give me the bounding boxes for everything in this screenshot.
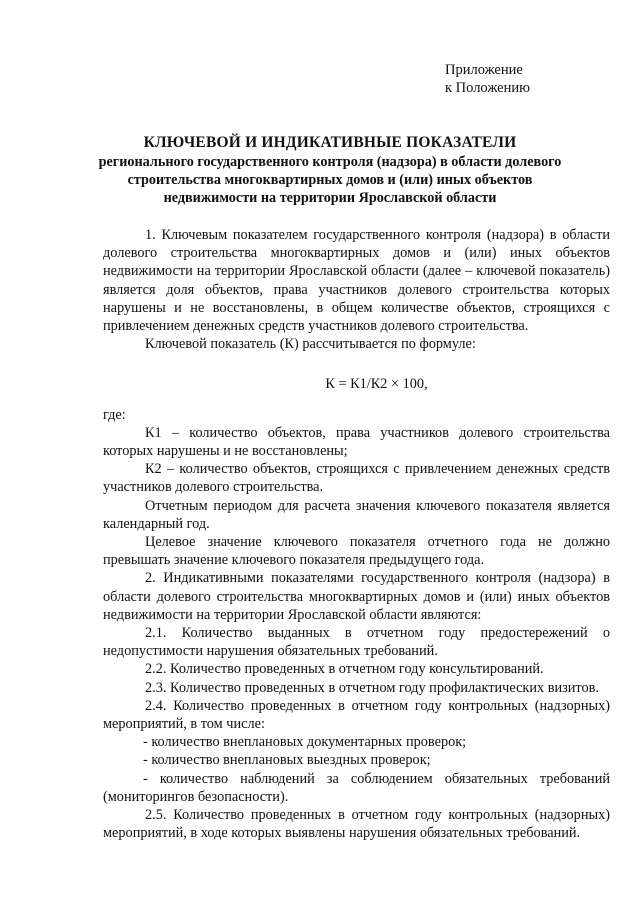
document-title [95, 133, 565, 207]
list-item-field-inspections: - количество внеплановых выездных проверок; [143, 752, 431, 769]
where-label: где: [103, 406, 126, 423]
appendix-line-2: к Положению [445, 80, 530, 96]
formula-intro: Ключевой показатель (К) рассчитывается по формуле: [145, 336, 476, 353]
paragraph-2-1: 2.1. Количество выданных в отчетном году предостережений о недопустимости нарушения обязательных требований. [103, 625, 610, 660]
paragraph-2-4: 2.4. Количество проведенных в отчетном году контрольных (надзорных) мероприятий, в том числе: [103, 697, 610, 733]
definition-k2: К2 – количество объектов, строящихся с привлечением денежных средств участников долевого строительства. [103, 461, 610, 496]
title-subtitle: регионального государственного контроля (надзора) в области долевого строительства многоквартирных домов и (или) иных объектов недвижимости на территории Ярославской области [98, 154, 562, 206]
list-item-documentary-inspections: - количество внеплановых документарных проверок; [143, 734, 467, 751]
paragraph-2: 2. Индикативными показателями государственного контроля (надзора) в области долевого строительства многоквартирных домов и (или) иных объектов недвижимости на территории Ярославской области являются: [103, 570, 610, 623]
reporting-period: Отчетным периодом для расчета значения ключевого показателя является календарный год. [103, 497, 610, 532]
paragraph-1: 1. Ключевым показателем государственного контроля (надзора) в области долевого строительства многоквартирных домов и (или) иных объектов недвижимости на территории Ярославской области (далее – ключевой показатель) является доля объектов, права участников долевого строительства которых нарушены и не восстановлены, в общем количестве объектов, строящихся с привлечением денежных средств участников долевого строительства. [103, 227, 610, 335]
document-body [103, 226, 610, 843]
list-item-monitoring: - количество наблюдений за соблюдением обязательных требований (мониторингов безопасности). [103, 770, 610, 805]
appendix-note [445, 61, 530, 97]
paragraph-2-3: 2.3. Количество проведенных в отчетном году профилактических визитов. [145, 679, 599, 696]
definition-k1: К1 – количество объектов, права участников долевого строительства которых нарушены и не восстановлены; [103, 424, 610, 460]
paragraph-2-2: 2.2. Количество проведенных в отчетном году консультирований. [145, 661, 544, 678]
appendix-line-1: Приложение [445, 62, 523, 78]
paragraph-2-5: 2.5. Количество проведенных в отчетном году контрольных (надзорных) мероприятий, в ходе которых выявлены нарушения обязательных требований. [103, 807, 610, 842]
formula: К = К1/К2 × 100, [325, 376, 428, 393]
title-main: КЛЮЧЕВОЙ И ИНДИКАТИВНЫЕ ПОКАЗАТЕЛИ [143, 134, 517, 151]
target-value: Целевое значение ключевого показателя отчетного года не должно превышать значение ключевого показателя предыдущего года. [103, 534, 610, 569]
